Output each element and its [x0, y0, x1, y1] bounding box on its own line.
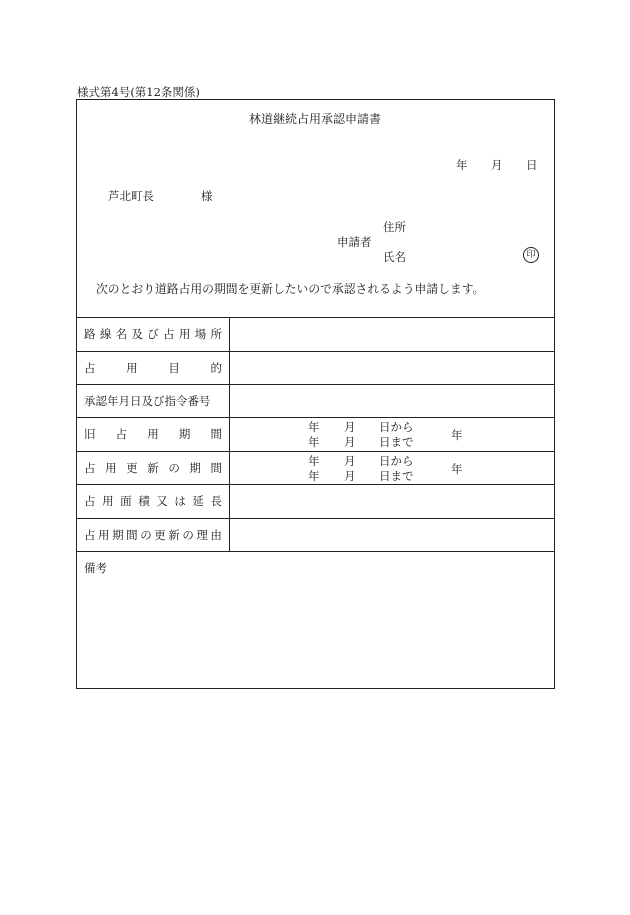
row-label-char: 占	[163, 327, 175, 341]
old-period-from-year: 年	[308, 420, 320, 434]
applicant-address-label: 住所	[383, 220, 406, 234]
table-rule	[77, 451, 555, 452]
row-label-char: 占	[84, 361, 96, 375]
row-label-char: 占	[84, 528, 96, 542]
row-label-char: 占	[84, 494, 96, 508]
form-number-label: 様式第4号(第12条関係)	[77, 85, 200, 99]
renewal-period-from-year: 年	[308, 454, 320, 468]
row-label-char: 延	[192, 494, 204, 508]
row-label-char: 用	[147, 427, 159, 441]
renewal-period-from-day: 日から	[379, 454, 414, 468]
row-label-char: 長	[210, 494, 222, 508]
row-label-char: 用	[98, 528, 110, 542]
row-label-char: 面	[120, 494, 132, 508]
renewal-period-to-year: 年	[308, 469, 320, 483]
row-label-char: 新	[147, 461, 159, 475]
row-label-char: 新	[168, 528, 180, 542]
seal-mark: 印	[523, 247, 539, 263]
row-label-char: 占	[84, 461, 96, 475]
row-label-char: 用	[105, 461, 117, 475]
row-label-char: は	[174, 494, 186, 508]
table-rule	[77, 384, 555, 385]
row-label-char: 更	[154, 528, 166, 542]
row-label-char: 用	[126, 361, 138, 375]
table-rule	[77, 351, 555, 352]
row-label-char: 用	[178, 327, 191, 341]
row-label-old-period	[84, 426, 222, 442]
row-label-char: 期	[112, 528, 124, 542]
row-label-route	[84, 326, 222, 342]
row-label-char: 積	[138, 494, 150, 508]
row-label-char: 旧	[84, 427, 96, 441]
row-label-char: 間	[210, 461, 222, 475]
row-label-char: 目	[168, 361, 180, 375]
row-label-area	[84, 493, 222, 509]
table-rule	[77, 317, 555, 318]
addressee-name: 芦北町長	[108, 189, 154, 203]
row-label-char: 理	[196, 528, 208, 542]
old-period-duration: 年	[451, 428, 463, 442]
table-rule	[77, 417, 555, 418]
row-label-renewal-period	[84, 460, 222, 476]
old-period-to-month: 月	[344, 435, 356, 449]
row-label-char: 及	[131, 327, 143, 341]
row-label-char: 線	[99, 327, 112, 341]
row-label-char: 間	[210, 427, 222, 441]
row-label-char: 用	[102, 494, 114, 508]
renewal-period-duration: 年	[451, 462, 463, 476]
date-day: 日	[526, 158, 538, 172]
row-label-char: 占	[115, 427, 128, 441]
row-label-char: の	[140, 528, 152, 542]
row-label-approval	[84, 393, 222, 409]
renewal-period-from-month: 月	[344, 454, 356, 468]
row-label-char: 更	[126, 461, 138, 475]
addressee-honorific: 様	[201, 189, 213, 203]
row-label-char: 由	[210, 528, 222, 542]
date-month: 月	[491, 158, 503, 172]
row-label-char: 期	[189, 461, 201, 475]
table-column-divider	[229, 317, 230, 551]
renewal-period-to-day: 日まで	[379, 469, 414, 483]
date-year: 年	[456, 158, 468, 172]
row-label-reason	[84, 527, 222, 543]
row-label-text: 承認年月日及び指令番号	[84, 394, 211, 408]
table-rule	[77, 551, 555, 552]
row-label-char: 所	[210, 327, 222, 341]
row-label-char: 又	[156, 494, 168, 508]
old-period-from-month: 月	[344, 420, 356, 434]
row-label-char: の	[182, 528, 194, 542]
row-label-purpose	[84, 360, 222, 376]
row-label-char: 場	[194, 327, 207, 341]
renewal-period-to-month: 月	[344, 469, 356, 483]
remarks-label: 備考	[84, 561, 107, 575]
table-rule	[77, 518, 555, 519]
row-label-char: の	[168, 461, 180, 475]
old-period-from-day: 日から	[379, 420, 414, 434]
row-label-char: 的	[210, 361, 222, 375]
form-title: 林道継続占用承認申請書	[248, 112, 381, 126]
application-statement: 次のとおり道路占用の期間を更新したいので承認されるよう申請します。	[96, 282, 485, 296]
row-label-char: 期	[178, 427, 191, 441]
applicant-label: 申請者	[337, 235, 372, 249]
row-label-char: び	[147, 327, 159, 341]
applicant-name-label: 氏名	[383, 250, 406, 264]
row-label-char: 路	[84, 327, 96, 341]
row-label-char: 間	[126, 528, 138, 542]
table-rule	[77, 484, 555, 485]
row-label-char: 名	[115, 327, 128, 341]
old-period-to-year: 年	[308, 435, 320, 449]
old-period-to-day: 日まで	[379, 435, 414, 449]
